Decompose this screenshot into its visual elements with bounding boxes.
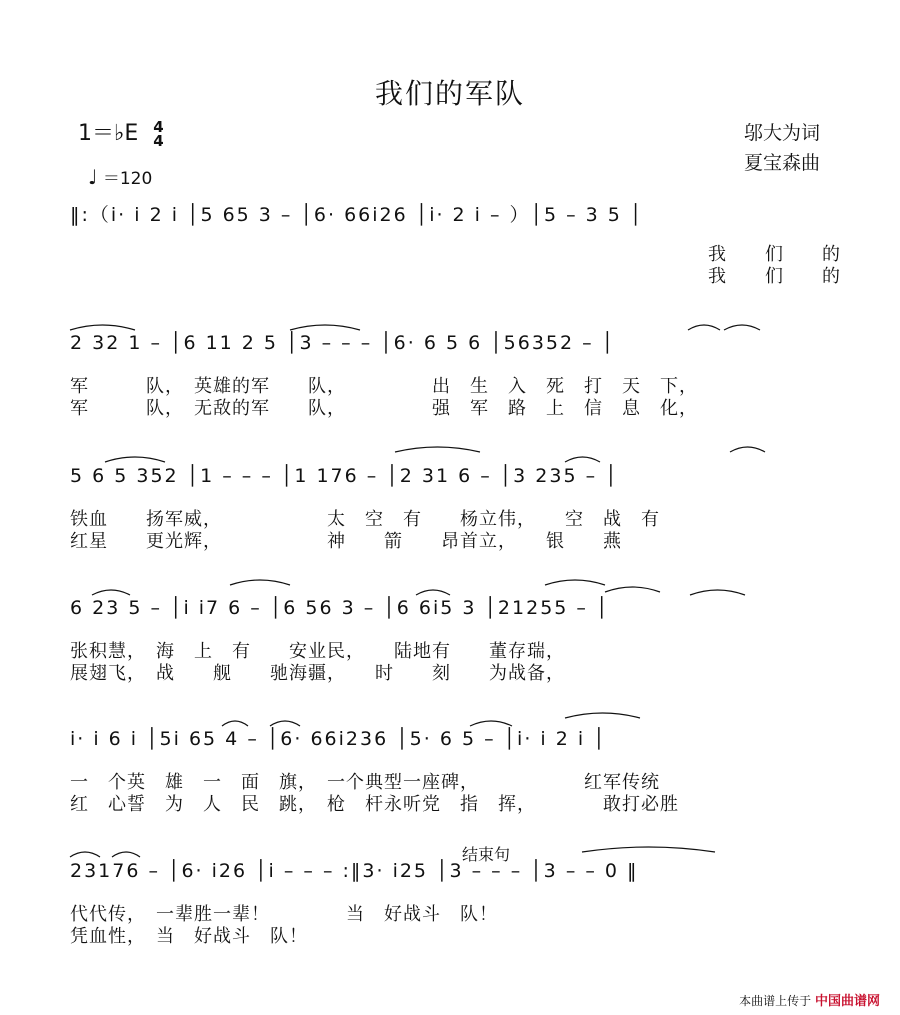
- lyric-line-verse1: 代代传， 一辈胜一辈！ 当 好战斗 队！: [70, 904, 498, 925]
- slur-mark: [290, 325, 360, 330]
- slur-mark: [688, 325, 720, 330]
- lyricist: 邬大为词: [743, 122, 820, 144]
- notation-row: i· i 6 i │5i 65 4 – │6· 66i236 │5· 6 5 – │i· i 2 i │: [70, 728, 607, 750]
- slur-mark: [724, 325, 760, 330]
- lyric-line-verse2: 军 队， 无敌的军 队， 强 军 路 上 信 息 化，: [70, 398, 698, 419]
- tempo-text: ＝120: [102, 169, 153, 189]
- lyric-line-verse1: 张积慧， 海 上 有 安业民， 陆地有 董存瑞，: [70, 641, 565, 662]
- slur-mark: [690, 590, 745, 595]
- slur-mark: [92, 590, 130, 595]
- lyric-line-verse1: 军 队， 英雄的军 队， 出 生 入 死 打 天 下，: [70, 376, 698, 397]
- lyric-line-verse2: 我 们 的: [708, 266, 841, 287]
- slur-mark: [605, 587, 660, 592]
- footer-upload-text: 本曲谱上传于: [739, 994, 812, 1008]
- slur-mark: [470, 721, 512, 726]
- slur-mark: [112, 852, 140, 857]
- slur-mark: [545, 580, 605, 585]
- lyric-line-verse2: 红星 更光辉， 神 箭 昂首立， 银 燕: [70, 531, 622, 552]
- notation-row: 6 23 5 – │i i7 6 – │6 56 3 – │6 6i5 3 │21255 – │: [70, 597, 610, 619]
- time-top: 4: [153, 118, 164, 136]
- notation-row: 5 6 5 352 │1 – – – │1 176 – │2 31 6 – │3 235 – │: [70, 465, 619, 487]
- lyric-line-verse1: 铁血 扬军威， 太 空 有 杨立伟， 空 战 有: [70, 509, 660, 530]
- slur-mark: [395, 447, 480, 452]
- slur-mark: [105, 457, 165, 462]
- slur-mark: [270, 721, 300, 726]
- lyric-line-verse2: 红 心誓 为 人 民 跳， 枪 杆永听党 指 挥， 敢打必胜: [70, 794, 679, 815]
- slur-mark: [565, 457, 600, 462]
- slur-mark: [222, 721, 248, 726]
- lyric-line-verse2: 展翅飞， 战 舰 驰海疆， 时 刻 为战备，: [70, 663, 565, 684]
- lyric-line-verse1: 一 个英 雄 一 面 旗， 一个典型一座碑， 红军传统: [70, 772, 660, 793]
- quarter-note-icon: ♩: [88, 165, 98, 189]
- lyric-line-verse1: 我 们 的: [708, 244, 841, 265]
- slur-mark: [230, 580, 290, 585]
- footer: [739, 990, 880, 1009]
- notation-row: 2 32 1 – │6 11 2 5 │3 – – – │6· 6 5 6 │56352 – │: [70, 332, 616, 354]
- slur-mark: [565, 713, 640, 718]
- song-title: 我们的军队: [374, 77, 525, 110]
- slur-mark: [70, 852, 100, 857]
- slur-mark: [416, 590, 450, 595]
- composer: 夏宝森曲: [743, 152, 820, 174]
- slur-mark: [582, 847, 715, 852]
- site-logo: 中国曲谱网: [814, 994, 880, 1009]
- lyric-line-verse2: 凭血性， 当 好战斗 队！: [70, 926, 308, 947]
- slur-mark: [70, 325, 135, 330]
- notation-row: 23176 – │6· i26 │i – – – :‖3· i25 │3 – – – │3 – – 0 ‖: [70, 860, 639, 882]
- time-bottom: 4: [153, 132, 164, 150]
- ending-label: 结束句: [462, 845, 511, 864]
- slur-mark: [730, 447, 765, 452]
- key-text: 1＝♭E: [78, 121, 139, 146]
- notation-row: ‖:（i· i 2 i │5 65 3 – │6· 66i26 │i· 2 i – ）│5 – 3 5 │: [70, 204, 644, 226]
